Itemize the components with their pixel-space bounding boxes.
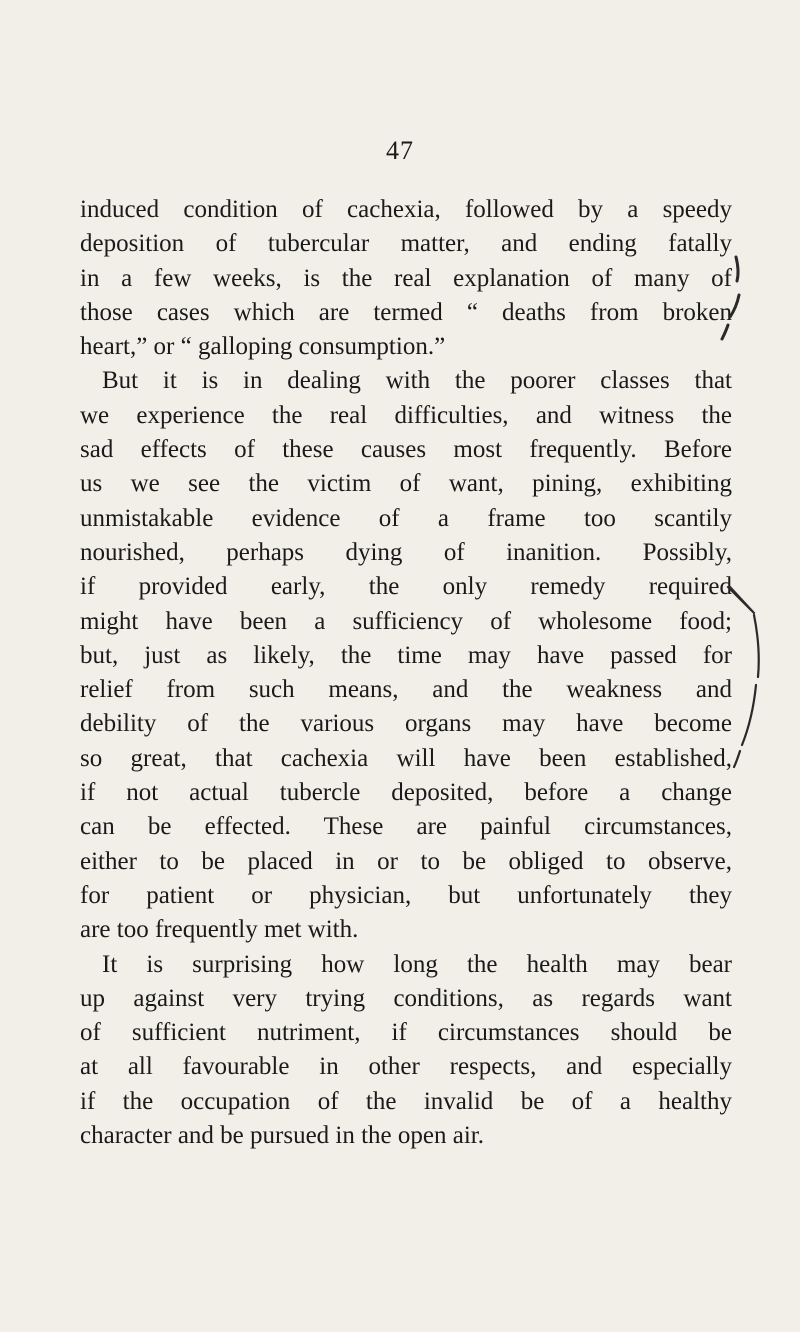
text-line: can be effected. These are painful circumstances, [80, 813, 732, 841]
text-line: relief from such means, and the weakness and [80, 676, 732, 704]
paragraph-end-line: heart,” or “ galloping consumption.” [80, 333, 446, 361]
text-line: unmistakable evidence of a frame too scantily [80, 504, 732, 532]
text-line: induced condition of cachexia, followed by a speedy [80, 196, 732, 223]
text-line: up against very trying conditions, as regards want [80, 984, 732, 1012]
text-line: if the occupation of the invalid be of a healthy [80, 1087, 732, 1115]
text-line: in a few weeks, is the real explanation of many of [80, 264, 732, 292]
text-line: if provided early, the only remedy required [80, 573, 732, 601]
text-line: at all favourable in other respects, and especially [80, 1053, 732, 1081]
paragraph-start-line: It is surprising how long the health may bear [102, 950, 732, 978]
text-line: sad effects of these causes most frequently. Before [80, 436, 732, 464]
text-line: those cases which are termed “ deaths from broken [80, 298, 732, 326]
page-number: 47 [386, 136, 414, 165]
paragraph-end-line: are too frequently met with. [80, 916, 359, 944]
paragraph-start-line: But it is in dealing with the poorer classes that [102, 367, 732, 395]
text-line: but, just as likely, the time may have passed for [80, 641, 732, 669]
text-line: deposition of tubercular matter, and ending fatally [80, 230, 732, 258]
text-line: we experience the real difficulties, and witness the [80, 401, 732, 429]
text-line: nourished, perhaps dying of inanition. Possibly, [80, 538, 732, 566]
text-line: either to be placed in or to be obliged to observe, [80, 847, 732, 875]
text-line: might have been a sufficiency of wholesome food; [80, 607, 732, 635]
text-line: us we see the victim of want, pining, exhibiting [80, 470, 732, 498]
text-line: debility of the various organs may have become [80, 710, 732, 738]
text-line: so great, that cachexia will have been established, [80, 744, 732, 772]
text-line: if not actual tubercle deposited, before a change [80, 779, 732, 807]
paragraph-end-line: character and be pursued in the open air. [80, 1122, 484, 1150]
text-line: of sufficient nutriment, if circumstances should be [80, 1019, 732, 1047]
body-text [80, 193, 732, 1153]
text-line: for patient or physician, but unfortunately they [80, 881, 732, 909]
margin-pencil-mark-lower [726, 585, 776, 770]
